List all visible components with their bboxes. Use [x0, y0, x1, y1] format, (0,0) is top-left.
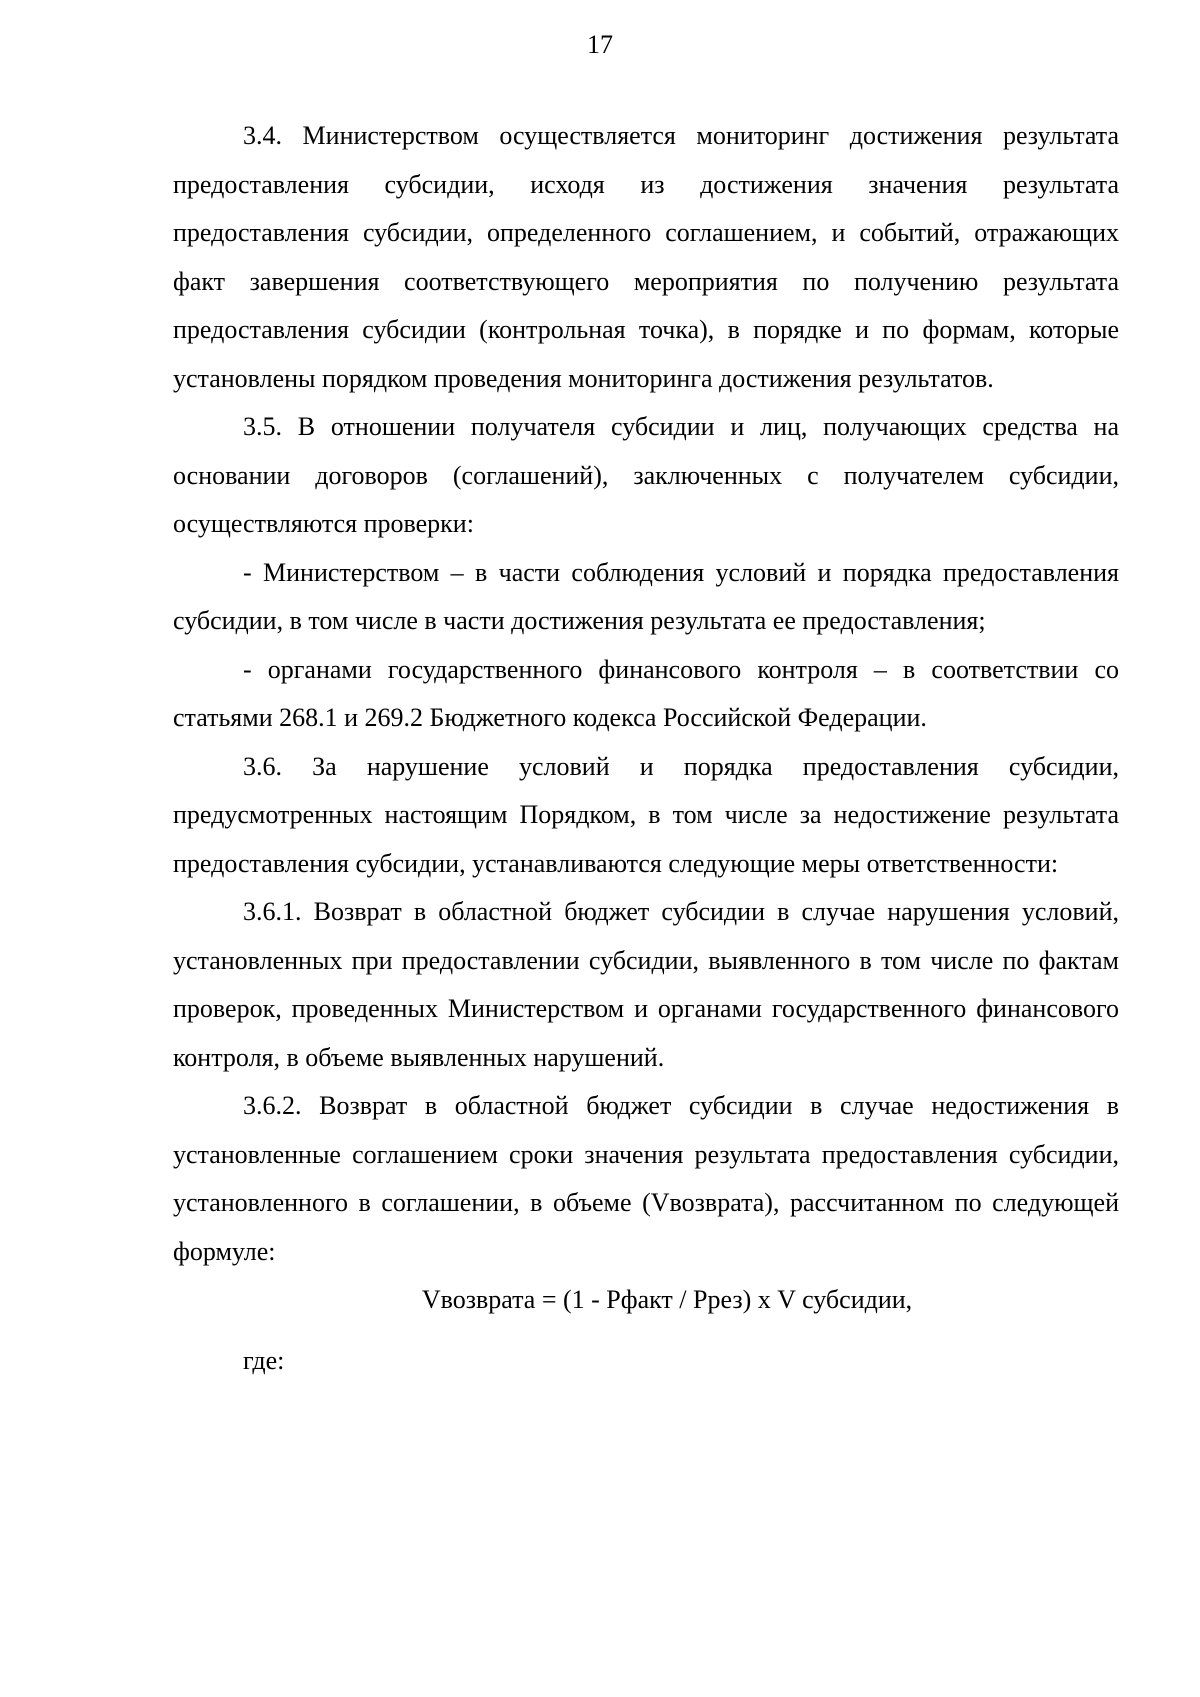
paragraph-3-5: 3.5. В отношении получателя субсидии и лиц, получающих средства на основании договоров (соглашений), заключенных с получателем субсидии, осуществляются проверки: [173, 412, 1119, 538]
formula-where-label: где: [243, 1345, 285, 1375]
document-body [173, 112, 1119, 1385]
refund-formula: Vвозврата = (1 - Рфакт / Ррез) х V субсидии, [421, 1285, 913, 1314]
paragraph-3-4: 3.4. Министерством осуществляется мониторинг достижения результата предоставления субсидии, исходя из достижения значения результата предоставления субсидии, определенного соглашением, и событий, отражающих факт завершения соответствующего мероприятия по получению результата предоставления субсидии (контрольная точка), в порядке и по формам, которые установлены порядком проведения мониторинга достижения результатов. [173, 121, 1119, 393]
list-item-financial-control-checks: - органами государственного финансового контроля – в соответствии со статьями 268.1 и 269.2 Бюджетного кодекса Российской Федерации. [173, 654, 1119, 732]
paragraph-3-6-2: 3.6.2. Возврат в областной бюджет субсидии в случае недостижения в установленные соглашением сроки значения результата предоставления субсидии, установленного в соглашении, в объеме (Vвозврата), рассчитанном по следующей формуле: [173, 1091, 1119, 1266]
paragraph-3-6-1: 3.6.1. Возврат в областной бюджет субсидии в случае нарушения условий, установленных при предоставлении субсидии, выявленного в том числе по фактам проверок, проведенных Министерством и органами государственного финансового контроля, в объеме выявленных нарушений. [173, 897, 1119, 1072]
paragraph-3-6: 3.6. За нарушение условий и порядка предоставления субсидии, предусмотренных настоящим Порядком, в том числе за недостижение результата предоставления субсидии, устанавливаются следующие меры ответственности: [173, 751, 1119, 878]
list-item-ministry-checks: - Министерством – в части соблюдения условий и порядка предоставления субсидии, в том числе в части достижения результата ее предоставления; [173, 557, 1119, 635]
page-number: 17 [587, 30, 613, 59]
